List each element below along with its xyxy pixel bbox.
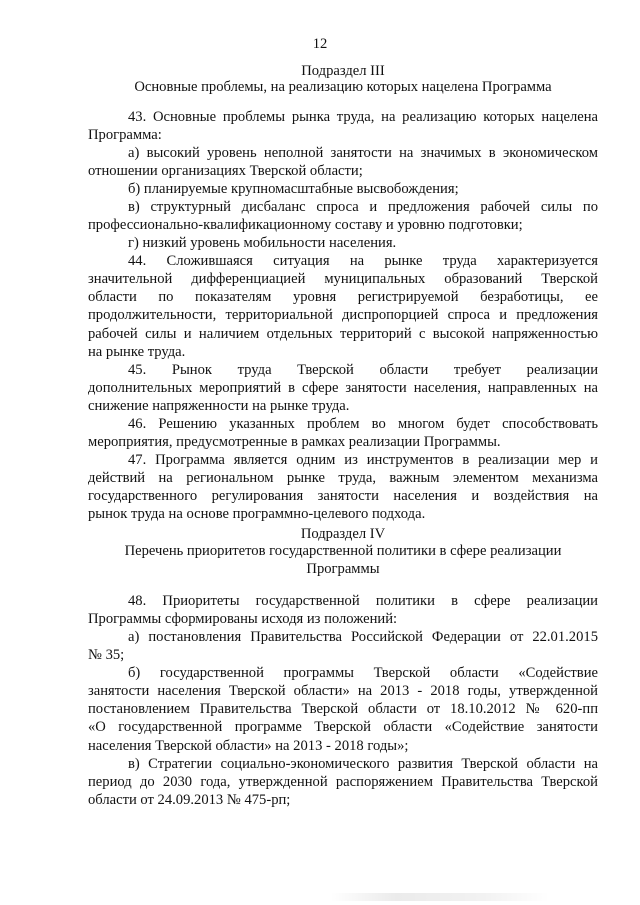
text-line: г) низкий уровень мобильности населения. bbox=[128, 235, 397, 251]
paragraph-43d bbox=[88, 234, 598, 252]
text-line: в) структурный дисбаланс спроса и предложения рабочей силы по bbox=[128, 199, 598, 215]
text-line: снижение напряженности на рынке труда. bbox=[88, 398, 350, 415]
text-line: мероприятия, предусмотренные в рамках реализации Программы. bbox=[88, 434, 501, 451]
text-line: 46. Решению указанных проблем во многом будет способствовать bbox=[128, 416, 598, 432]
text-line: государственного регулирования занятости населения и воздействия на bbox=[88, 488, 598, 505]
paragraph-48c bbox=[88, 755, 598, 809]
text-line: 48. Приоритеты государственной политики в сфере реализации bbox=[128, 593, 598, 609]
text-line: а) постановления Правительства Российской Федерации от 22.01.2015 bbox=[128, 629, 598, 645]
text-line: период до 2030 года, утвержденной распоряжением Правительства Тверской bbox=[88, 774, 598, 791]
paragraph-46 bbox=[88, 415, 598, 451]
section-4-title: Подраздел IV bbox=[300, 526, 386, 542]
paragraph-48a bbox=[88, 628, 598, 664]
text-line: занятости населения Тверской области» на 2013 - 2018 годы, утвержденной bbox=[88, 683, 598, 700]
text-line: № 35; bbox=[88, 647, 125, 664]
text-line: продолжительности, территориальной диспропорцией спроса и предложения bbox=[88, 307, 598, 324]
text-line: Программа: bbox=[88, 127, 162, 144]
section-3-title: Подраздел III bbox=[301, 63, 385, 79]
text-line: б) государственной программы Тверской области «Содействие bbox=[128, 665, 598, 681]
text-line: на рынке труда. bbox=[88, 343, 186, 360]
text-line: б) планируемые крупномасштабные высвобождения; bbox=[128, 181, 459, 197]
text-line: а) высокий уровень неполной занятости на значимых в экономическом bbox=[128, 145, 598, 161]
text-line: значительной дифференциацией муниципальных образований Тверской bbox=[88, 271, 598, 288]
text-line: 43. Основные проблемы рынка труда, на реализацию которых нацелена bbox=[128, 109, 598, 125]
paragraph-47 bbox=[88, 451, 598, 524]
paragraph-45 bbox=[88, 361, 598, 415]
text-line: рынок труда на основе программно-целевого подхода. bbox=[88, 506, 426, 523]
section-3-subtitle: Основные проблемы, на реализацию которых нацелена Программа bbox=[134, 79, 552, 95]
text-line: 44. Сложившаяся ситуация на рынке труда характеризуется bbox=[128, 253, 598, 269]
text-line: в) Стратегии социально-экономического развития Тверской области на bbox=[128, 756, 598, 772]
text-line: рабочей силы и наличием отдельных территорий с высокой напряженностью bbox=[88, 325, 598, 342]
paragraph-43b bbox=[88, 180, 598, 198]
text-line: дополнительных мероприятий в сфере занятости населения, направленных на bbox=[88, 380, 598, 397]
text-line: области от 24.09.2013 № 475-рп; bbox=[88, 792, 291, 809]
page-number: 12 bbox=[312, 36, 328, 52]
paragraph-44 bbox=[88, 252, 598, 361]
text-line: 45. Рынок труда Тверской области требует реализации bbox=[128, 362, 598, 378]
text-line: населения Тверской области» на 2013 - 2018 годы»; bbox=[88, 737, 409, 754]
text-line: 47. Программа является одним из инструментов в реализации мер и bbox=[128, 452, 598, 468]
paragraph-43 bbox=[88, 108, 598, 144]
text-line: «О государственной программе Тверской области «Содействие занятости bbox=[88, 719, 598, 736]
text-line: действий на региональном рынке труда, важным элементом механизма bbox=[88, 470, 598, 487]
text-line: постановлением Правительства Тверской области от 18.10.2012 № 620-пп bbox=[88, 701, 598, 718]
paragraph-48 bbox=[88, 592, 598, 628]
paragraph-43c bbox=[88, 198, 598, 234]
section-4-subtitle-line-2: Программы bbox=[306, 561, 380, 577]
section-4-subtitle-line-1: Перечень приоритетов государственной политики в сфере реализации bbox=[124, 543, 562, 559]
scan-artifact bbox=[330, 893, 550, 901]
text-line: профессионально-квалификационному составу и уровню подготовки; bbox=[88, 217, 523, 234]
text-line: области по показателям уровня регистрируемой безработицы, ее bbox=[88, 289, 598, 306]
paragraph-43a bbox=[88, 144, 598, 180]
text-line: отношении организациях Тверской области; bbox=[88, 163, 363, 180]
text-line: Программы сформированы исходя из положений: bbox=[88, 611, 398, 628]
paragraph-48b bbox=[88, 664, 598, 755]
